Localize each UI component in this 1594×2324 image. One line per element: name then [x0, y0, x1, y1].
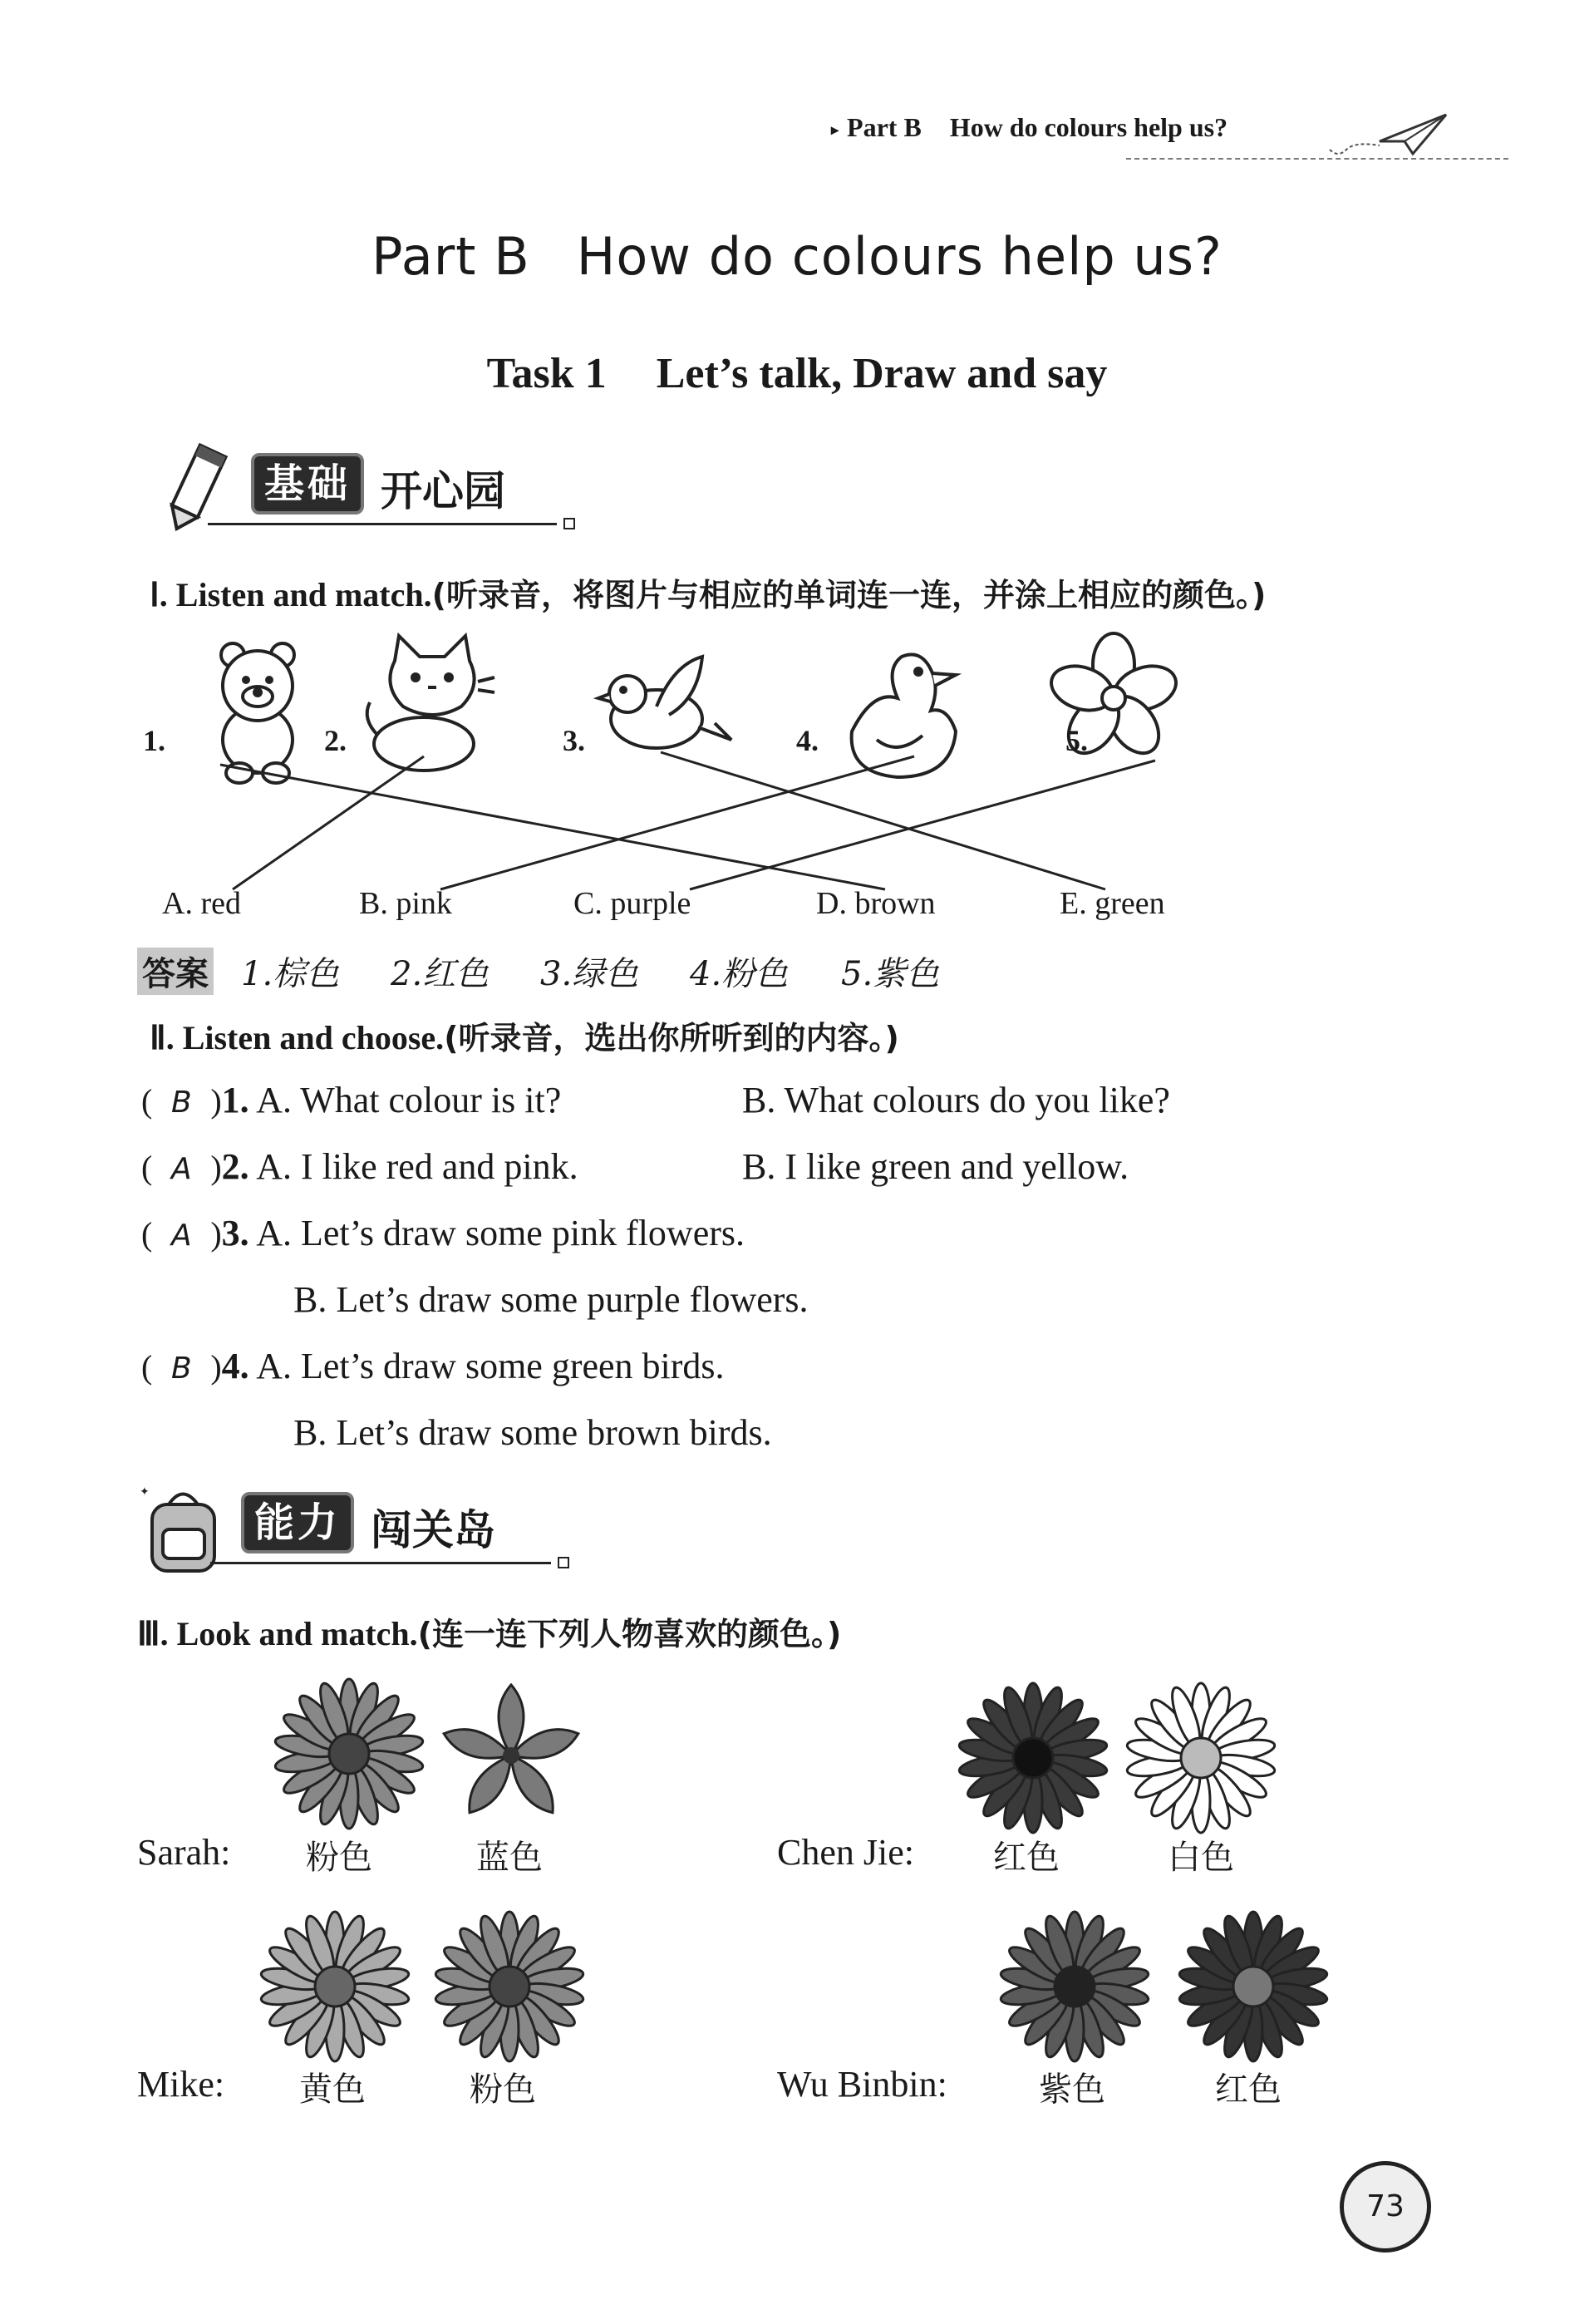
section1-heading: Ⅰ. Listen and match.(听录音，将图片与相应的单词连一连，并涂上相应的颜色。) [150, 576, 1267, 613]
word-option: B. pink [359, 886, 452, 921]
question-row: ( A )3. A. Let’s draw some pink flowers. [141, 1213, 745, 1253]
header-question: How do colours help us? [949, 112, 1228, 142]
banner-ability [140, 1475, 605, 1575]
question-row: ( B )4. A. Let’s draw some green birds. [141, 1346, 725, 1386]
header-part: Part B [847, 112, 922, 142]
teddy-bear-icon [221, 643, 294, 783]
match-line [220, 765, 885, 889]
banner-square-icon [563, 518, 575, 529]
picture-number: 5. [1065, 724, 1088, 757]
word-option: D. brown [816, 886, 936, 921]
colour-word: 紫色 [1039, 2070, 1105, 2109]
svg-text:✦: ✦ [140, 1485, 150, 1499]
banner-badge: 能力 [241, 1492, 354, 1553]
page-number: 73 [1340, 2161, 1431, 2253]
answer-item: 3.绿色 [540, 955, 639, 993]
section2-heading: Ⅱ. Listen and choose.(听录音，选出你所听到的内容。) [150, 1019, 899, 1056]
paper-plane-icon [1321, 108, 1463, 166]
bird-icon [598, 657, 731, 748]
cat-icon [367, 636, 494, 771]
person-name: Chen Jie: [777, 1832, 914, 1873]
word-option: A. red [162, 886, 241, 921]
section3-heading: Ⅲ. Look and match.(连一连下列人物喜欢的颜色。) [137, 1615, 842, 1652]
match-line [690, 761, 1155, 889]
person-name: Mike: [137, 2064, 225, 2105]
answer-choice: A [171, 1219, 192, 1253]
colour-word: 粉色 [470, 2070, 536, 2109]
word-option: C. purple [573, 886, 691, 921]
picture-number: 3. [563, 724, 585, 757]
task-title: Task 1 Let’s talk, Draw and say [486, 350, 1108, 397]
option-b: B. I like green and yellow. [742, 1146, 1129, 1187]
answer-item: 2.红色 [391, 955, 490, 993]
match-line [440, 756, 914, 889]
banner-underline [208, 523, 557, 525]
triangle-marker-icon: ▸ [831, 121, 839, 139]
person-name: Sarah: [137, 1832, 231, 1873]
answer-choice: A [171, 1152, 192, 1186]
answer-label: 答案 [137, 948, 214, 995]
flower-mike-1 [259, 1912, 410, 2061]
option-a: A. I like red and pink. [256, 1146, 578, 1187]
banner-basic [158, 436, 607, 536]
picture-number: 1. [143, 724, 165, 757]
banner-badge: 基础 [251, 453, 364, 515]
page-title: Part B How do colours help us? [371, 226, 1223, 287]
flower-sarah-2 [440, 1685, 583, 1820]
colour-word: 红色 [993, 1839, 1060, 1877]
option-b: B. Let’s draw some brown birds. [293, 1412, 772, 1453]
banner-text: 开心园 [381, 467, 505, 515]
flower-mike-2 [434, 1912, 584, 2061]
answer-choice: B [170, 1086, 192, 1120]
question-row: ( B )1. A. What colour is it? [141, 1080, 562, 1120]
person-name: Wu Binbin: [777, 2064, 947, 2105]
picture-number: 4. [796, 724, 819, 757]
flower-sarah-1 [273, 1679, 424, 1829]
flower-chenjie-2 [1125, 1683, 1276, 1833]
answer-item: 1.棕色 [241, 955, 340, 993]
colour-word: 白色 [1168, 1839, 1234, 1877]
option-b: B. What colours do you like? [742, 1080, 1170, 1120]
running-header [831, 112, 1227, 143]
picture-number: 2. [324, 724, 347, 757]
flower-wubinbin-2 [1178, 1912, 1328, 2061]
question-row: ( A )2. A. I like red and pink. [141, 1146, 578, 1187]
answer-choice: B [170, 1352, 192, 1386]
colour-word: 红色 [1215, 2070, 1282, 2109]
option-a: A. Let’s draw some green birds. [256, 1346, 725, 1386]
answer-item: 5.紫色 [841, 955, 940, 993]
option-a: A. Let’s draw some pink flowers. [256, 1213, 745, 1253]
word-option: E. green [1060, 886, 1165, 921]
colour-word: 黄色 [299, 2070, 366, 2109]
flower-wubinbin-1 [999, 1912, 1149, 2061]
option-b: B. Let’s draw some purple flowers. [293, 1279, 809, 1320]
banner-square-icon [558, 1557, 569, 1568]
flower-chenjie-1 [957, 1683, 1108, 1833]
banner-text: 闯关岛 [371, 1506, 495, 1554]
pencil-icon [158, 443, 233, 534]
match-lines [220, 752, 1155, 889]
match-line [233, 756, 424, 889]
banner-underline [210, 1562, 551, 1564]
answer-item: 4.粉色 [690, 955, 789, 993]
colour-word: 蓝色 [476, 1839, 543, 1877]
option-a: A. What colour is it? [256, 1080, 562, 1120]
colour-word: 粉色 [306, 1839, 372, 1877]
